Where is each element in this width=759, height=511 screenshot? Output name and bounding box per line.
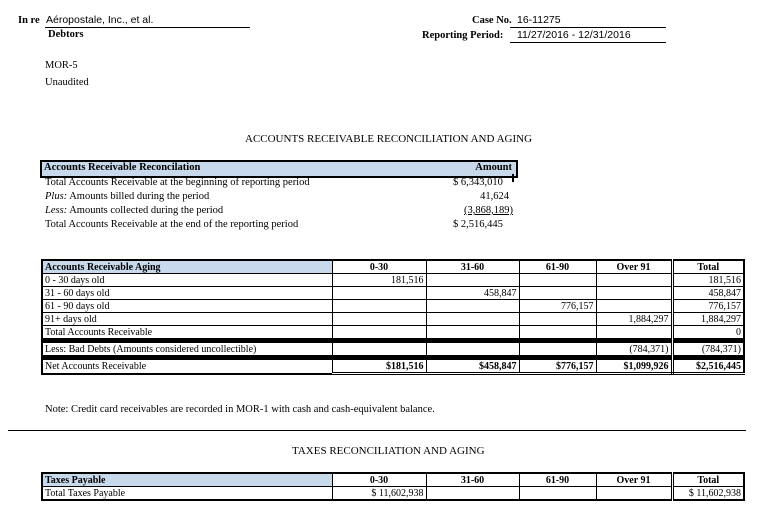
aging-cell: $1,099,926 xyxy=(596,360,672,374)
table-row xyxy=(42,300,744,313)
aging-header-row xyxy=(42,260,744,274)
reconciliation-row-amount: (3,868,189) xyxy=(464,205,513,216)
aging-cell: $458,847 xyxy=(426,360,519,374)
aging-cell xyxy=(426,326,519,339)
reconciliation-row-label: Total Accounts Receivable at the beginning of reporting period xyxy=(45,177,310,188)
amount-header-label: Amount xyxy=(475,162,512,173)
aging-total-cell: (784,371) xyxy=(672,343,744,356)
taxes-col-header: 31-60 xyxy=(426,473,519,487)
taxes-header-row xyxy=(42,473,744,487)
ar-section-title: ACCOUNTS RECEIVABLE RECONCILIATION AND AGING xyxy=(245,133,533,145)
aging-cell: 1,884,297 xyxy=(596,313,672,326)
aging-col-header: 31-60 xyxy=(426,260,519,274)
aging-total-cell: 458,847 xyxy=(672,287,744,300)
unaudited-label: Unaudited xyxy=(45,77,89,88)
table-row xyxy=(42,360,744,374)
aging-cell xyxy=(519,274,596,287)
aging-cell xyxy=(332,287,426,300)
aging-cell xyxy=(332,326,426,339)
aging-col-header: 0-30 xyxy=(332,260,426,274)
aging-cell xyxy=(332,300,426,313)
table-row xyxy=(42,287,744,300)
aging-row-label: 91+ days old xyxy=(42,313,332,326)
taxes-cell: $ 11,602,938 xyxy=(332,487,426,501)
case-no-value: 16-11275 xyxy=(517,14,561,26)
table-row xyxy=(42,274,744,287)
taxes-col-header: 61-90 xyxy=(519,473,596,487)
taxes-col-header: Total xyxy=(672,473,744,487)
aging-col-header: Total xyxy=(672,260,744,274)
aging-col-header: 61-90 xyxy=(519,260,596,274)
taxes-table xyxy=(41,472,745,501)
taxes-total-cell: $ 11,602,938 xyxy=(672,487,744,501)
aging-row-label: 61 - 90 days old xyxy=(42,300,332,313)
taxes-cell xyxy=(519,487,596,501)
table-row xyxy=(42,326,744,339)
aging-cell xyxy=(519,326,596,339)
aging-row-label: Total Accounts Receivable xyxy=(42,326,332,339)
taxes-header-label: Taxes Payable xyxy=(42,473,332,487)
reconciliation-row-amount: 41,624 xyxy=(480,191,509,202)
reporting-period-label: Reporting Period: xyxy=(422,30,504,41)
aging-cell xyxy=(426,313,519,326)
aging-total-cell: $2,516,445 xyxy=(672,360,744,374)
reconciliation-row-prefix: Plus: xyxy=(45,191,68,202)
aging-cell xyxy=(596,300,672,313)
aging-cell: 776,157 xyxy=(519,300,596,313)
aging-cell xyxy=(596,274,672,287)
reconciliation-row-label: Amounts billed during the period xyxy=(69,191,210,202)
form-number: MOR-5 xyxy=(45,60,78,71)
reconciliation-row-label: Total Accounts Receivable at the end of the reporting period xyxy=(45,219,299,230)
aging-col-header: Over 91 xyxy=(596,260,672,274)
reconciliation-row-amount: $ 2,516,445 xyxy=(453,219,503,230)
aging-total-cell: 776,157 xyxy=(672,300,744,313)
aging-cell xyxy=(426,300,519,313)
credit-card-note: Note: Credit card receivables are recorded in MOR-1 with cash and cash-equivalent balance. xyxy=(45,404,435,415)
aging-cell: $776,157 xyxy=(519,360,596,374)
aging-total-cell: 181,516 xyxy=(672,274,744,287)
aging-cell xyxy=(426,343,519,356)
taxes-row-label: Total Taxes Payable xyxy=(42,487,332,501)
reconciliation-row-prefix: Less: xyxy=(45,205,68,216)
taxes-col-header: Over 91 xyxy=(596,473,672,487)
table-row xyxy=(42,487,744,501)
taxes-section-title: TAXES RECONCILIATION AND AGING xyxy=(292,445,485,457)
aging-cell: (784,371) xyxy=(596,343,672,356)
table-row xyxy=(42,343,744,356)
aging-cell xyxy=(332,343,426,356)
net-ar-label: Net Accounts Receivable xyxy=(42,360,332,374)
in-re-label: In re xyxy=(18,15,40,26)
reconciliation-row-label: Amounts collected during the period xyxy=(69,205,224,216)
aging-cell xyxy=(519,287,596,300)
debtors-label: Debtors xyxy=(48,29,84,40)
reconciliation-header-label: Accounts Receivable Reconcilation xyxy=(44,162,201,173)
taxes-cell xyxy=(596,487,672,501)
aging-header-label: Accounts Receivable Aging xyxy=(42,260,332,274)
aging-cell xyxy=(519,343,596,356)
ar-aging-table xyxy=(41,259,745,375)
aging-total-cell: 1,884,297 xyxy=(672,313,744,326)
reconciliation-row-amount: $ 6,343,010 xyxy=(453,177,503,188)
table-row xyxy=(42,313,744,326)
aging-cell: 458,847 xyxy=(426,287,519,300)
reporting-period-value: 11/27/2016 - 12/31/2016 xyxy=(517,29,631,41)
aging-row-label: 31 - 60 days old xyxy=(42,287,332,300)
aging-cell xyxy=(426,274,519,287)
aging-cell xyxy=(596,287,672,300)
aging-total-cell: 0 xyxy=(672,326,744,339)
taxes-col-header: 0-30 xyxy=(332,473,426,487)
aging-cell xyxy=(519,313,596,326)
company-name: Aéropostale, Inc., et al. xyxy=(46,14,154,26)
taxes-cell xyxy=(426,487,519,501)
aging-row-label: 0 - 30 days old xyxy=(42,274,332,287)
aging-cell: 181,516 xyxy=(332,274,426,287)
aging-cell xyxy=(332,313,426,326)
case-no-label: Case No. xyxy=(472,15,512,26)
aging-cell: $181,516 xyxy=(332,360,426,374)
bad-debts-label: Less: Bad Debts (Amounts considered uncollectible) xyxy=(42,343,332,356)
aging-cell xyxy=(596,326,672,339)
